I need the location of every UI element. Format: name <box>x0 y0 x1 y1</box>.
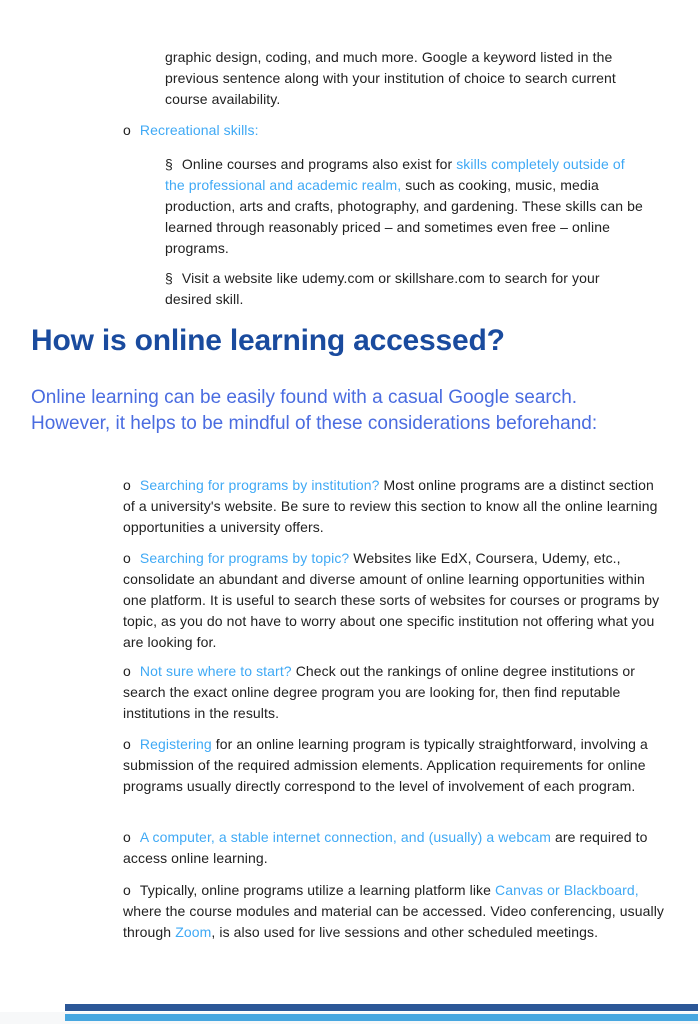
inline-link[interactable]: Zoom <box>175 924 212 940</box>
bullet-learning-platforms <box>123 880 669 943</box>
bullet-marker: o <box>123 882 131 898</box>
bullet-computer-requirements <box>123 827 669 869</box>
bullet-recreational-skills <box>123 120 669 141</box>
text-run: , is also used for live sessions and other scheduled meetings. <box>211 924 599 940</box>
bullet-marker: o <box>123 663 131 679</box>
bullet-marker: o <box>123 122 131 138</box>
sub-bullet-recreational-courses <box>165 154 647 259</box>
intro-paragraph: graphic design, coding, and much more. Google a keyword listed in the previous sentence along with your institution of choice to search current course availability. <box>165 49 616 107</box>
bullet-search-by-institution <box>123 475 669 538</box>
bullet-marker: o <box>123 477 131 493</box>
inline-link[interactable]: A computer, a stable internet connection, and (usually) a webcam <box>139 829 551 845</box>
inline-link[interactable]: Searching for programs by topic? <box>139 550 350 566</box>
bullet-body <box>123 829 648 866</box>
inline-link[interactable]: Recreational skills: <box>139 122 259 138</box>
inline-link[interactable]: Not sure where to start? <box>139 663 292 679</box>
footer-divider-dark-bar <box>65 1004 698 1011</box>
bullet-marker: o <box>123 829 131 845</box>
lead-paragraph: Online learning can be easily found with a casual Google search. However, it helps to be mindful of these considerations beforehand: <box>31 387 598 434</box>
text-run: Typically, online programs utilize a learning platform like <box>139 882 496 898</box>
bullet-body <box>140 122 259 138</box>
bullet-search-by-topic <box>123 548 669 653</box>
inline-link[interactable]: skills completely outside of the professional and academic realm, <box>165 156 625 193</box>
bullet-marker: o <box>123 736 131 752</box>
text-run: Most online programs are a distinct section of a university's website. Be sure to review this section to know all the online learning opportunities a university offers. <box>123 477 658 535</box>
section-marker: § <box>165 270 173 286</box>
bullet-body <box>123 477 658 535</box>
text-run: where the course modules and material can be accessed. Video conferencing, usually through <box>123 903 665 940</box>
bullet-not-sure-where-to-start <box>123 661 669 724</box>
text-run: for an online learning program is typically straightforward, involving a submission of the required admission elements. Application requirements for online programs usually directly correspond to the level of involvement of each program. <box>123 736 648 794</box>
bullet-body <box>123 550 659 650</box>
section-marker: § <box>165 156 173 172</box>
bullet-body <box>123 882 664 940</box>
inline-link[interactable]: Registering <box>139 736 212 752</box>
text-run: Online courses and programs also exist for <box>181 156 457 172</box>
sub-bullet-body <box>165 156 643 256</box>
text-run: Websites like EdX, Coursera, Udemy, etc., consolidate an abundant and diverse amount of online learning opportunities within one platform. It is useful to search these sorts of websites for courses or programs by topic, as you do not have to worry about one specific institution not offering what you are looking for. <box>123 550 660 650</box>
bullet-marker: o <box>123 550 131 566</box>
bullet-body <box>123 736 648 794</box>
text-run: Check out the rankings of online degree institutions or search the exact online degree program you are looking for, then find reputable institutions in the results. <box>123 663 636 721</box>
text-run: such as cooking, music, media production, arts and crafts, photography, and gardening. These skills can be learned through reasonably priced – and sometimes even free – online programs. <box>165 177 643 256</box>
section-heading: How is online learning accessed? <box>31 324 505 358</box>
inline-link[interactable]: Canvas or Blackboard, <box>495 882 639 898</box>
bullet-body <box>123 663 635 721</box>
footer-divider-light-bar <box>65 1014 698 1021</box>
text-run: Visit a website like udemy.com or skillshare.com to search for your desired skill. <box>165 270 600 307</box>
sub-bullet-body <box>165 270 600 307</box>
sub-bullet-visit-website <box>165 268 647 310</box>
text-run: are required to access online learning. <box>123 829 648 866</box>
inline-link[interactable]: Searching for programs by institution? <box>139 477 380 493</box>
bullet-registering <box>123 734 669 797</box>
